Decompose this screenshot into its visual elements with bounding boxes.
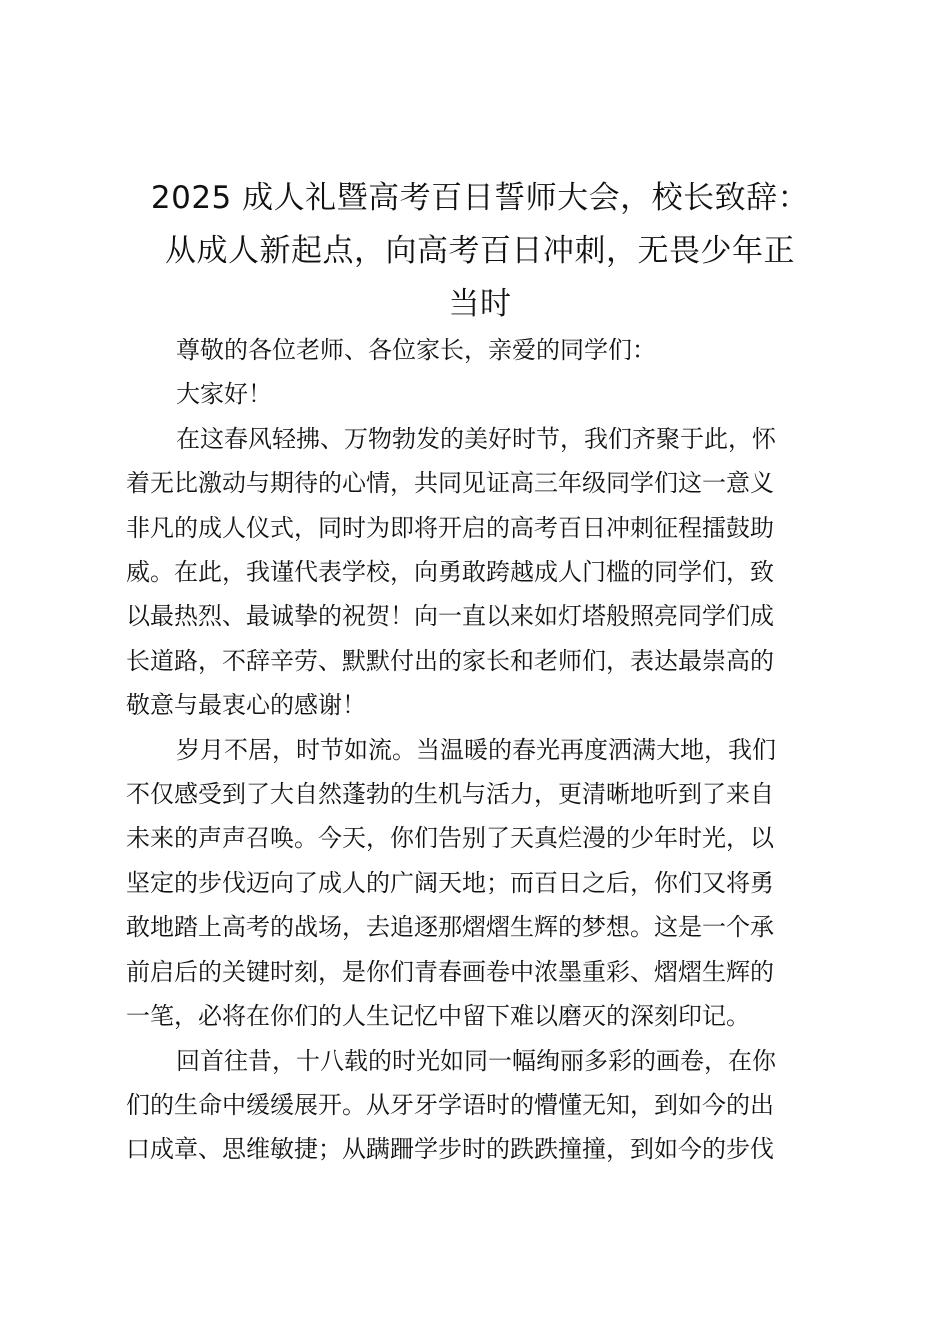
text-line: 们的生命中缓缓展开。从牙牙学语时的懵懂无知，到如今的出: [126, 1090, 774, 1119]
text-line: 在这春风轻拂、万物勃发的美好时节，我们齐聚于此，怀: [176, 424, 776, 453]
text-line: 回首往昔，十八载的时光如同一幅绚丽多彩的画卷，在你: [176, 1046, 776, 1075]
text-line: 口成章、思维敏捷；从蹒跚学步时的跌跌撞撞，到如今的步伐: [126, 1135, 774, 1164]
text-line: 长道路，不辞辛劳、默默付出的家长和老师们，表达最崇高的: [126, 646, 774, 675]
text-line: 岁月不居，时节如流。当温暖的春光再度洒满大地，我们: [176, 735, 776, 764]
text-line: 前启后的关键时刻，是你们青春画卷中浓墨重彩、熠熠生辉的: [126, 957, 774, 986]
text-line: 着无比激动与期待的心情，共同见证高三年级同学们这一意义: [126, 469, 774, 498]
text-line: 一笔，必将在你们的人生记忆中留下难以磨灭的深刻印记。: [126, 1002, 750, 1031]
greeting-paragraph: [126, 372, 832, 416]
text-line: 威。在此，我谨代表学校，向勇敢跨越成人门槛的同学们，致: [126, 558, 774, 587]
text-line: 非凡的成人仪式，同时为即将开启的高考百日冲刺征程擂鼓助: [126, 513, 774, 542]
salutation-paragraph: [126, 328, 832, 372]
text-line: 未来的声声召唤。今天，你们告别了天真烂漫的少年时光，以: [126, 824, 774, 853]
text-line: 敬意与最衷心的感谢！: [126, 691, 366, 720]
text-line: 以最热烈、最诚挚的祝贺！向一直以来如灯塔般照亮同学们成: [126, 602, 774, 631]
title-line: 当时: [448, 286, 512, 322]
document-body: [126, 328, 832, 1172]
body-paragraph: [126, 728, 832, 1039]
text-line: 不仅感受到了大自然蓬勃的生机与活力，更清晰地听到了来自: [126, 780, 774, 809]
title-line: 从成人新起点，向高考百日冲刺，无畏少年正: [165, 233, 795, 269]
text-line: 敢地踏上高考的战场，去追逐那熠熠生辉的梦想。这是一个承: [126, 913, 774, 942]
text-line: 尊敬的各位老师、各位家长，亲爱的同学们：: [176, 336, 656, 364]
title-line: 2025 成人礼暨高考百日誓师大会，校长致辞：: [150, 180, 810, 216]
body-paragraph: [126, 417, 832, 728]
text-line: 坚定的步伐迈向了成人的广阔天地；而百日之后，你们又将勇: [126, 868, 774, 897]
text-line: 大家好！: [176, 380, 272, 409]
body-paragraph: [126, 1039, 832, 1172]
document-title: [120, 172, 840, 331]
